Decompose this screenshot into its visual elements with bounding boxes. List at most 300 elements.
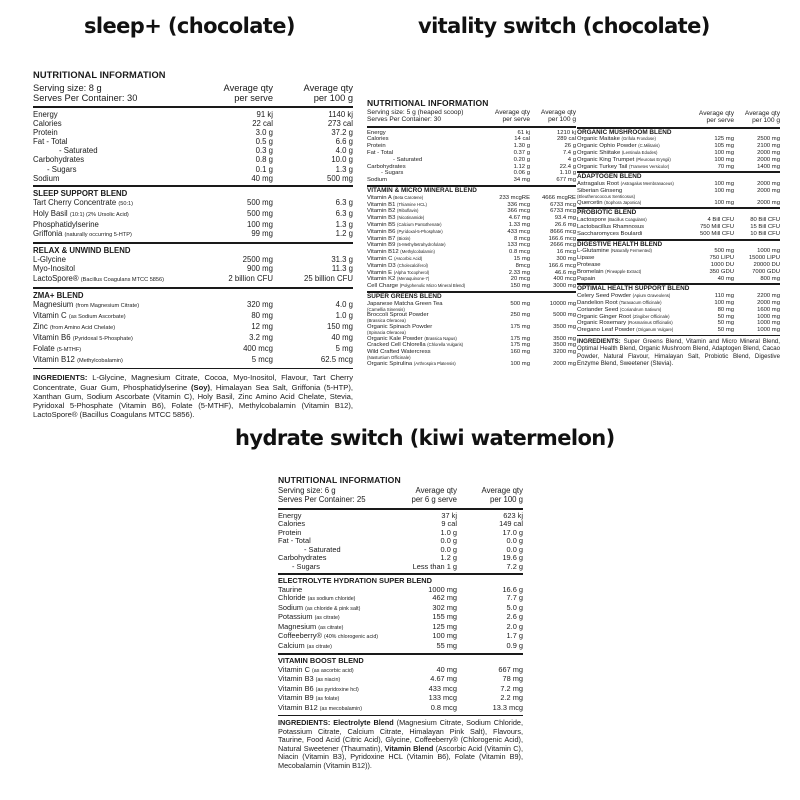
ingredient-source: (as citrate) — [314, 615, 340, 622]
ingredient-entry — [33, 198, 353, 209]
ingredient-label: Oregano Leaf Powder — [577, 327, 635, 334]
value-per-100g: 16.6 g — [502, 584, 523, 594]
ingredient-name — [577, 224, 688, 231]
value-per-100g: 6.3 g — [335, 208, 353, 218]
ingredient-source: (Nicotinamide) — [397, 215, 425, 221]
ingredient-entry — [577, 157, 780, 164]
ingredients-label: INGREDIENTS: — [278, 718, 331, 728]
ingredient-row — [278, 704, 523, 714]
value-per-serve: 40 mg — [251, 173, 273, 183]
ingredients-part: (Magnesium Citrate, Sodium Chloride, Potassium Citrate, Calcium Citrate, Himalayan Pink Salt), Flavours, Taurine, Food Acid (Citric Acid), Glycine, Coffeeberry® (Chlorogenic Acid), Natural Sweetener (Thaumatin), — [278, 718, 523, 753]
value-per-serve: 302 mg — [432, 602, 457, 612]
ingredient-row — [278, 694, 523, 704]
ingredient-name — [367, 342, 484, 349]
ingredient-source: (as pyridoxine hcl) — [315, 686, 359, 693]
ingredient-source: (Astragalus Membranaceus) — [620, 181, 674, 187]
divider — [367, 126, 576, 128]
nutrition-row — [33, 155, 353, 164]
ingredient-entry — [367, 349, 576, 361]
ingredient-source: (as chloride & pink salt) — [305, 605, 361, 612]
nutrition-row — [278, 537, 523, 546]
value-per-100g: 8666 mcg — [550, 228, 576, 235]
blend-title: OPTIMAL HEALTH SUPPORT BLEND — [577, 285, 690, 293]
blend-section — [33, 287, 353, 367]
ingredient-row — [577, 164, 780, 171]
ingredient-label: Tart Cherry Concentrate — [33, 197, 117, 207]
ingredient-label: Quercetin — [577, 199, 603, 206]
ingredient-source: (from Magnesium Citrate) — [75, 302, 140, 309]
ingredient-label: Cell Charge — [367, 283, 399, 290]
ingredient-label: Chloride — [278, 594, 306, 603]
value-per-100g: 3000 mg — [553, 283, 576, 290]
blend-title: ORGANIC MUSHROOM BLEND — [577, 128, 672, 136]
ingredient-label: Vitamin B3 — [367, 215, 396, 222]
value-per-serve: 34 mg — [513, 177, 530, 184]
ingredient-label: L-Glutamine — [577, 248, 610, 255]
value-per-100g: 1000 mg — [757, 327, 780, 334]
ingredient-source: (as Sodium Ascorbate) — [68, 313, 126, 320]
value-per-serve: Less than 1 g — [412, 561, 457, 571]
ingredient-source: (Sophora Japonica) — [604, 199, 642, 205]
value-per-serve: 1.30 g — [513, 143, 530, 150]
ingredient-entry — [278, 685, 523, 695]
ingredient-row — [367, 270, 576, 277]
ingredient-name — [577, 181, 688, 188]
nutrient-name: Energy — [33, 110, 58, 119]
ingredient-source: (Bacillus Coagulans) — [607, 217, 647, 223]
value-per-100g: 3200 mg — [553, 349, 576, 356]
blend-title: ADAPTOGEN BLEND — [577, 173, 642, 181]
value-per-serve: 20 mcg — [510, 276, 530, 283]
ingredients-label: INGREDIENTS: — [577, 337, 621, 345]
blend-title: ELECTROLYTE HYDRATION SUPER BLEND — [278, 576, 432, 586]
value-per-100g: 7000 GDU — [752, 268, 780, 275]
value-per-100g: 10000 mg — [549, 300, 576, 307]
ingredient-row — [367, 195, 576, 202]
value-per-100g: 19.6 g — [502, 553, 523, 563]
ingredient-label: Vitamin B1 — [367, 201, 396, 208]
value-per-serve: 100 mg — [714, 181, 734, 188]
ingredients-bold: Vitamin Blend — [384, 743, 434, 753]
ingredient-label: Cracked Cell Chlorella — [367, 342, 426, 349]
ingredient-entry — [33, 209, 353, 220]
nutrient-name: - Sugars — [292, 562, 320, 571]
ingredient-row — [367, 256, 576, 263]
ingredient-name — [577, 248, 688, 255]
ingredient-row — [577, 314, 780, 321]
ingredient-row — [367, 276, 576, 283]
nutrition-table — [278, 512, 523, 572]
value-per-serve: 1000 DU — [710, 261, 734, 268]
value-per-serve: 14 cal — [514, 136, 530, 143]
ingredient-source: (Pleurotus Eryngii) — [635, 156, 671, 162]
servings-per-container: Serves Per Container: 30 — [367, 116, 442, 124]
ingredient-label: Potassium — [278, 613, 313, 622]
nutrition-row — [367, 143, 576, 150]
ingredient-source: (Methylcobalamin) — [400, 249, 435, 255]
ingredient-entry — [278, 632, 523, 642]
ingredient-entry — [367, 229, 576, 236]
divider — [278, 573, 523, 575]
value-per-100g: 78 mg — [502, 674, 523, 684]
value-per-100g: 623 kj — [503, 510, 523, 520]
ingredient-row — [577, 181, 780, 188]
value-per-serve: 55 mg — [436, 640, 457, 650]
ingredient-source: (40% chlorogenic acid) — [324, 634, 379, 641]
ingredient-name — [278, 704, 381, 714]
nutrition-row — [278, 520, 523, 529]
ingredient-name — [278, 675, 381, 685]
ingredient-name — [33, 300, 203, 311]
value-per-serve: 61 kj — [517, 129, 530, 136]
ingredient-name — [367, 263, 484, 270]
ingredient-entry — [367, 195, 576, 202]
ingredient-name — [367, 361, 484, 368]
ingredient-entry — [278, 586, 523, 595]
ingredient-row — [33, 333, 353, 344]
value-per-100g: 1210 kj — [557, 129, 576, 136]
nutrient-name: Carbohydrates — [33, 155, 85, 165]
blend-title: VITAMIN BOOST BLEND — [278, 656, 364, 666]
nutrition-row — [367, 150, 576, 157]
ingredient-name — [278, 623, 381, 633]
ingredient-source: (Chlorella Vulgaris) — [427, 342, 464, 348]
column-header-per-serve: Average qty per serve — [494, 109, 530, 124]
panel-header — [577, 110, 780, 125]
ingredient-label: Lactobacillus Rhamnosus — [577, 223, 645, 230]
value-per-serve: 8 mcg — [513, 235, 530, 242]
ingredient-row — [278, 642, 523, 652]
ingredient-row — [577, 157, 780, 164]
ingredient-source: (Riboflavin) — [397, 208, 419, 214]
ingredient-name — [577, 269, 688, 276]
value-per-serve: 12 mg — [251, 321, 273, 331]
value-per-100g: 150 mg — [326, 321, 353, 331]
value-per-100g: 5000 mg — [553, 312, 576, 319]
nutrition-row — [278, 546, 523, 555]
nutrition-row — [33, 174, 353, 183]
blend-sections — [278, 573, 523, 713]
value-per-100g: 2000 mg — [757, 187, 780, 194]
ingredient-entry — [577, 327, 780, 334]
ingredient-row — [33, 198, 353, 209]
sleep-nutrition-panel — [33, 70, 353, 420]
value-per-100g: 4 g — [567, 156, 576, 163]
blend-title: VITAMIN & MICRO MINERAL BLEND — [367, 186, 477, 194]
value-per-serve: 100 mg — [714, 187, 734, 194]
ingredient-row — [577, 231, 780, 238]
ingredient-label: Organic Maitake — [577, 136, 620, 143]
value-per-100g: 1000 mg — [757, 313, 780, 320]
nutrition-row — [33, 119, 353, 128]
ingredient-entry — [367, 249, 576, 256]
value-per-100g: 2000 mg — [757, 199, 780, 206]
ingredient-label: Saccharomyces Boulardi — [577, 230, 643, 237]
ingredient-label: Vitamin B7 — [367, 235, 396, 242]
ingredient-label: Vitamin B9 — [367, 242, 396, 249]
value-per-100g: 7.2 mg — [500, 683, 523, 693]
ingredient-name — [367, 336, 484, 343]
nutrition-row — [367, 177, 576, 184]
ingredient-name — [278, 632, 381, 642]
value-per-100g: 149 cal — [499, 519, 523, 529]
nutrient-name: - Saturated — [59, 146, 98, 156]
value-per-serve: 40 mg — [436, 664, 457, 674]
value-per-100g: 13.3 mcg — [492, 702, 523, 712]
nutrient-name: Energy — [278, 511, 302, 520]
ingredient-source: (Rosmarinus Officinalis) — [627, 320, 673, 326]
ingredient-row — [577, 200, 780, 207]
blend-rows — [33, 300, 353, 367]
ingredients-text — [278, 719, 523, 771]
value-per-serve: 8mcg — [515, 262, 530, 269]
nutrient-name: Carbohydrates — [278, 554, 327, 563]
ingredient-label: Vitamin B9 — [278, 694, 314, 703]
panel-header — [367, 109, 576, 124]
value-per-serve: 5 mcg — [251, 355, 273, 365]
nutrient-name: Protein — [33, 128, 58, 138]
value-per-serve: 1.12 g — [513, 163, 530, 170]
value-per-serve: 750 Mill CFU — [699, 223, 734, 230]
heading-hydrate: hydrate switch (kiwi watermelon) — [235, 426, 615, 450]
greens-table — [367, 301, 576, 368]
value-per-100g: 4.0 g — [335, 299, 353, 309]
divider — [33, 368, 353, 369]
allergen-soy: (Soy) — [191, 382, 210, 392]
ingredient-entry — [577, 314, 780, 321]
ingredient-row — [33, 355, 353, 366]
ingredient-name — [33, 209, 203, 220]
ingredient-name — [33, 333, 203, 344]
ingredient-entry — [367, 236, 576, 243]
ingredient-entry — [577, 143, 780, 150]
blend-title: SLEEP SUPPORT BLEND — [33, 188, 128, 198]
ingredient-name — [367, 202, 484, 209]
ingredient-label: Wild Crafted Watercress — [367, 349, 431, 356]
value-per-100g: 667 mg — [498, 664, 523, 674]
ingredient-entry — [367, 276, 576, 283]
blend-rows — [577, 181, 780, 206]
ingredient-label: Organic Shiitake — [577, 149, 621, 156]
value-per-serve: 110 mg — [714, 293, 734, 300]
ingredient-source: (Taraxacum Officinale) — [619, 299, 662, 305]
value-per-serve: 3.0 g — [255, 128, 273, 138]
ingredient-name — [278, 642, 381, 652]
value-per-serve: 2.33 mg — [508, 269, 530, 276]
ingredient-source: (Cholecalciferol) — [397, 262, 428, 268]
ingredient-entry — [577, 300, 780, 307]
ingredient-row — [577, 293, 780, 300]
ingredient-row — [577, 217, 780, 224]
ingredient-label: Papain — [577, 275, 596, 282]
ingredient-row — [33, 322, 353, 333]
value-per-100g: 80 Bill CFU — [750, 217, 780, 224]
value-per-serve: 900 mg — [246, 264, 273, 274]
value-per-100g: 1000 mg — [757, 320, 780, 327]
ingredient-entry — [577, 320, 780, 327]
ingredient-label: Vitamin B5 — [367, 221, 396, 228]
ingredient-label: Sodium — [278, 603, 304, 612]
ingredient-label: Protease — [577, 261, 601, 268]
vitamin-table — [367, 195, 576, 290]
ingredient-name — [577, 300, 688, 307]
value-per-100g: 4.0 g — [335, 146, 353, 156]
value-per-100g: 289 cal — [557, 136, 576, 143]
ingredients-part: L-Glycine, Magnesium Citrate, Cocoa, Myo-Inositol, Flavour, Tart Cherry Concentrate, Guar Gum, Phosphatidylserine — [33, 373, 353, 392]
value-per-serve: 150 mg — [510, 283, 530, 290]
ingredient-entry — [278, 604, 523, 614]
value-per-serve: 0.0 g — [440, 536, 457, 546]
serving-size: Serving size: 8 g — [33, 83, 102, 93]
value-per-100g: 62.5 mcg — [320, 355, 353, 365]
ingredient-label: Vitamin B6 — [33, 332, 71, 342]
blend-title: RELAX & UNWIND BLEND — [33, 246, 131, 256]
ingredient-label: Broccoli Sprout Powder — [367, 312, 429, 319]
nutrition-row — [278, 529, 523, 538]
ingredient-entry — [367, 208, 576, 215]
ingredient-name — [577, 164, 688, 171]
ingredient-row — [278, 666, 523, 676]
ingredient-source: (Apium Graveolens) — [632, 293, 671, 299]
value-per-100g: 273 cal — [327, 119, 353, 129]
blend-section — [278, 653, 523, 713]
value-per-100g: 2200 mg — [757, 293, 780, 300]
column-header-per-serve: Average qty per serve — [698, 110, 734, 125]
value-per-100g: 2666 mcg — [550, 242, 576, 249]
ingredient-source: (as citrate) — [306, 643, 332, 650]
ingredient-label: Vitamin B6 — [278, 684, 314, 693]
ingredient-entry — [278, 694, 523, 704]
value-per-100g: 2000 mg — [757, 149, 780, 156]
value-per-serve: 433 mcg — [507, 228, 530, 235]
ingredient-label: Vitamin A — [367, 194, 392, 201]
panel-title: NUTRITIONAL INFORMATION — [278, 475, 401, 485]
value-per-100g: 0.0 g — [506, 544, 523, 554]
value-per-100g: 26.6 mg — [554, 221, 576, 228]
ingredient-name — [278, 694, 381, 704]
ingredient-row — [367, 222, 576, 229]
ingredient-row — [367, 236, 576, 243]
blend-section — [33, 185, 353, 240]
ingredient-source: (as sodium chloride) — [307, 596, 356, 603]
value-per-100g: 46.6 mg — [554, 269, 576, 276]
ingredient-name — [577, 307, 688, 314]
vitality-blends-panel — [577, 110, 780, 367]
nutrient-name: Carbohydrates — [367, 163, 406, 170]
ingredient-name — [577, 320, 688, 327]
ingredient-row — [367, 202, 576, 209]
value-per-serve: 336 mcg — [507, 201, 530, 208]
value-per-serve: 4 Bill CFU — [707, 217, 734, 224]
ingredient-source: (Nasturtium Officinale) — [367, 354, 411, 360]
ingredient-entry — [367, 222, 576, 229]
ingredient-source: (Pineapple Extract) — [605, 268, 642, 274]
column-header-per-serve: Average qty per 6 g serve — [411, 486, 457, 504]
value-per-serve: 250 mg — [510, 312, 530, 319]
ingredient-row — [367, 229, 576, 236]
value-per-serve: 4.67 mg — [430, 674, 457, 684]
column-header-per-100g: Average qty per 100 g — [481, 486, 523, 504]
column-header-per-100g: Average qty per 100 g — [540, 109, 576, 124]
ingredient-source: (Brassica Oleracea) — [367, 318, 406, 324]
value-per-100g: 1000 mg — [757, 248, 780, 255]
ingredient-row — [33, 229, 353, 240]
nutrient-name: - Saturated — [393, 156, 423, 163]
blend-rows — [577, 217, 780, 237]
value-per-100g: 6.3 g — [335, 197, 353, 207]
ingredient-entry — [367, 263, 576, 270]
ingredient-name — [367, 215, 484, 222]
value-per-100g: 166.6 mcg — [548, 262, 576, 269]
ingredient-row — [577, 327, 780, 334]
ingredient-source: (Biotin) — [397, 235, 411, 241]
ingredient-entry — [367, 215, 576, 222]
ingredient-name — [577, 262, 688, 269]
divider — [33, 242, 353, 244]
ingredient-name — [577, 150, 688, 157]
ingredient-entry — [577, 224, 780, 231]
ingredient-row — [367, 249, 576, 256]
ingredient-source: (Camellia Sinensis) — [367, 306, 405, 312]
ingredient-name — [33, 264, 203, 273]
ingredient-name — [367, 236, 484, 243]
value-per-serve: 0.20 g — [513, 156, 530, 163]
value-per-serve: 100 mg — [432, 631, 457, 641]
ingredient-row — [367, 283, 576, 290]
ingredient-entry — [577, 262, 780, 269]
ingredient-label: Vitamin B12 — [33, 355, 75, 365]
ingredient-row — [577, 320, 780, 327]
ingredient-name — [33, 220, 203, 229]
ingredient-row — [278, 623, 523, 633]
ingredient-label: Dandelion Root — [577, 299, 618, 306]
ingredient-name — [367, 242, 484, 249]
value-per-100g: 37.2 g — [331, 128, 353, 138]
divider — [278, 508, 523, 510]
ingredient-source: (Spinacia Oleracea) — [367, 329, 406, 335]
ingredient-label: Astragalus Root — [577, 181, 619, 188]
value-per-100g: 26 g — [564, 143, 576, 150]
ingredient-entry — [33, 355, 353, 366]
ingredient-label: Siberian Ginseng — [577, 187, 623, 194]
ingredient-entry — [577, 293, 780, 300]
value-per-serve: 366 mcg — [507, 208, 530, 215]
ingredient-row — [367, 242, 576, 249]
ingredient-label: Vitamin C — [33, 310, 67, 320]
nutrition-row — [367, 130, 576, 137]
ingredient-label: Vitamin E — [367, 269, 393, 276]
value-per-100g: 6733 mcg — [550, 208, 576, 215]
value-per-serve: 100 mg — [246, 220, 273, 230]
ingredient-row — [367, 208, 576, 215]
value-per-100g: 5.0 g — [506, 602, 523, 612]
ingredients-part: (Ascorbic Acid (Vitamin C), Niacin (Vitamin B3), Pyridoxine HCL (Vitamin B6), Folate (Vitamin B9), Mecobalamin (Vitamin B12)). — [278, 743, 523, 771]
value-per-serve: 70 mg — [717, 163, 734, 170]
value-per-serve: 40 mg — [717, 275, 734, 282]
value-per-100g: 40 mg — [331, 332, 353, 342]
blend-section — [278, 573, 523, 651]
value-per-serve: 175 mg — [510, 335, 530, 342]
value-per-serve: 350 GDU — [709, 268, 734, 275]
value-per-serve: 433 mcg — [428, 683, 457, 693]
ingredient-name — [577, 200, 688, 207]
ingredient-name — [367, 249, 484, 256]
ingredient-label: Organic Ginger Root — [577, 313, 632, 320]
ingredient-entry — [367, 312, 576, 324]
ingredient-name — [278, 604, 381, 614]
ingredients-text — [33, 373, 353, 419]
ingredient-entry — [577, 276, 780, 283]
